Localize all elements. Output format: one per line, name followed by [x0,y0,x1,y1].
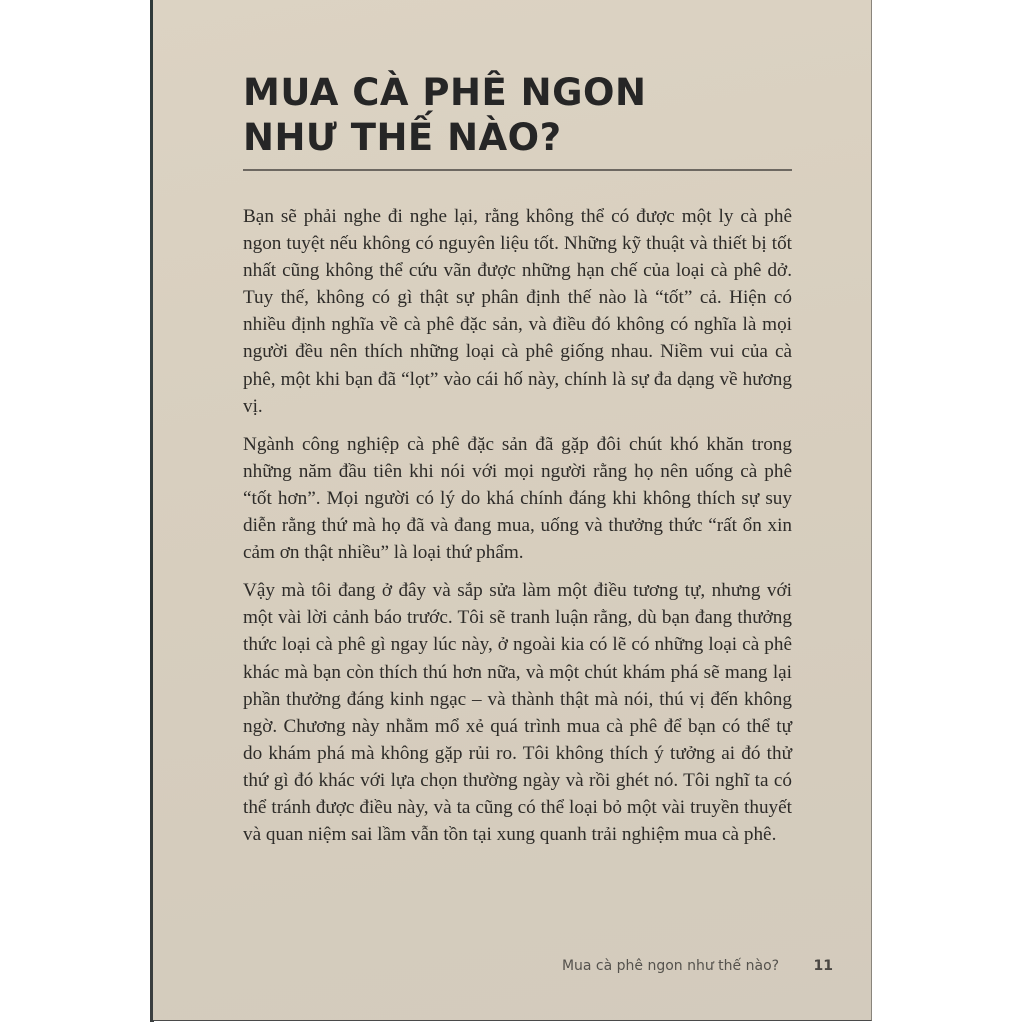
book-page [153,0,872,1021]
chapter-title-line-1: MUA CÀ PHÊ NGON [243,71,647,114]
body-text [243,203,792,859]
page-number: 11 [813,958,833,974]
chapter-title-line-2: NHƯ THẾ NÀO? [243,116,562,159]
chapter-title [243,70,803,160]
page-footer [153,958,833,974]
running-head: Mua cà phê ngon như thế nào? [561,958,780,974]
title-divider [243,169,792,171]
paragraph: Bạn sẽ phải nghe đi nghe lại, rằng không thể có được một ly cà phê ngon tuyệt nếu không có nguyên liệu tốt. Những kỹ thuật và thiết bị tốt nhất cũng không thể cứu vãn được những hạn chế của loại cà phê dở. Tuy thế, không có gì thật sự phân định thế nào là “tốt” cả. Hiện có nhiều định nghĩa về cà phê đặc sản, và điều đó không có nghĩa là mọi người đều nên thích những loại cà phê giống nhau. Niềm vui của cà phê, một khi bạn đã “lọt” vào cái hố này, chính là sự đa dạng về hương vị. [243,206,792,417]
paragraph: Ngành công nghiệp cà phê đặc sản đã gặp đôi chút khó khăn trong những năm đầu tiên khi nói với mọi người rằng họ nên uống cà phê “tốt hơn”. Mọi người có lý do khá chính đáng khi không thích sự suy diễn rằng thứ mà họ đã và đang mua, uống và thưởng thức “rất ổn xin cảm ơn thật nhiều” là loại thứ phẩm. [243,433,792,564]
paragraph: Vậy mà tôi đang ở đây và sắp sửa làm một điều tương tự, nhưng với một vài lời cảnh báo trước. Tôi sẽ tranh luận rằng, dù bạn đang thưởng thức loại cà phê gì ngay lúc này, ở ngoài kia có lẽ có những loại cà phê khác mà bạn còn thích thú hơn nữa, và một chút khám phá sẽ mang lại phần thưởng đáng kinh ngạc – và thành thật mà nói, thú vị đến không ngờ. Chương này nhằm mổ xẻ quá trình mua cà phê để bạn có thể tự do khám phá mà không gặp rủi ro. Tôi không thích ý tưởng ai đó thử thứ gì đó khác với lựa chọn thường ngày và rồi ghét nó. Tôi nghĩ ta có thể tránh được điều này, và ta cũng có thể loại bỏ một vài truyền thuyết và quan niệm sai lầm vẫn tồn tại xung quanh trải nghiệm mua cà phê. [243,580,792,846]
